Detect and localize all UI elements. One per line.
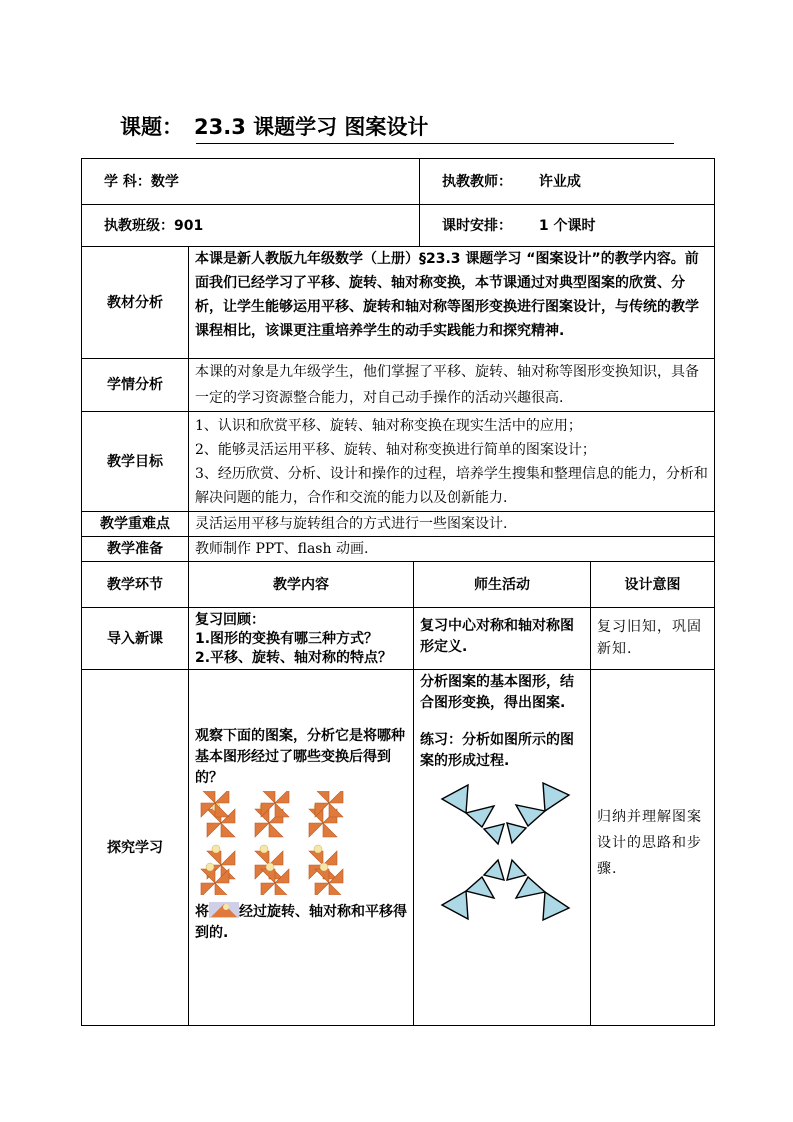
col-intent: 设计意图 — [591, 562, 715, 608]
students-row — [82, 359, 715, 412]
info-row-2 — [82, 205, 715, 247]
goals-label: 教学目标 — [82, 412, 189, 512]
intro-content — [189, 608, 414, 670]
goal-item-1: 1、认识和欣赏平移、旋转、轴对称变换在现实生活中的应用； — [195, 417, 582, 434]
intro-line-1: 复习回顾： — [195, 612, 265, 628]
explore-answer — [195, 901, 407, 944]
teacher-name: 许业成 — [538, 173, 581, 190]
material-row — [82, 247, 715, 359]
explore-row — [82, 670, 715, 1026]
subject-cell: 学 科：数学 — [82, 159, 420, 205]
explore-intent: 归纳并理解图案设计的思路和步骤. — [591, 670, 715, 1026]
explore-answer-prefix: 将 — [195, 904, 209, 920]
intro-activity: 复习中心对称和轴对称图形定义. — [414, 608, 591, 670]
page-title: 23.3 课题学习 图案设计 — [194, 115, 429, 139]
hours-cell — [420, 205, 715, 247]
explore-stage: 探究学习 — [82, 670, 189, 1026]
material-text: 本课是新人教版九年级数学（上册）§23.3 课题学习 “图案设计”的教学内容。前面我们已经学习了平移、旋转、轴对称变换，本节课通过对典型图案的欣赏、分析，让学生能够运用平移、旋转和轴对称等图形变换进行图案设计，与传统的教学课程相比，该课更注重培养学生的动手实践能力和探究精神. — [189, 247, 715, 359]
intro-intent: 复习旧知，巩固新知. — [591, 608, 715, 670]
goal-item-2: 2、能够灵活运用平移、旋转、轴对称变换进行简单的图案设计； — [195, 441, 596, 458]
intro-stage: 导入新课 — [82, 608, 189, 670]
intro-line-2: 1.图形的变换有哪三种方式？ — [195, 631, 379, 647]
explore-content — [189, 670, 414, 1026]
explore-activity — [414, 670, 591, 1026]
material-label: 教材分析 — [82, 247, 189, 359]
base-shape-icon — [209, 901, 239, 919]
pinwheel-pattern-figure — [193, 791, 403, 895]
hours-label: 课时安排： — [442, 217, 512, 234]
triangle-pattern-figure — [422, 780, 582, 926]
lesson-plan-table — [81, 158, 715, 1026]
prep-label: 教学准备 — [82, 537, 189, 562]
goals-cell — [189, 412, 715, 512]
intro-row — [82, 608, 715, 670]
title-block — [120, 112, 675, 144]
explore-answer-suffix: 经过旋转、轴对称和平移得到的. — [195, 904, 407, 941]
prep-row — [82, 537, 715, 562]
title-label: 课题： — [120, 115, 183, 139]
students-label: 学情分析 — [82, 359, 189, 412]
teacher-cell — [420, 159, 715, 205]
prep-text: 教师制作 PPT、flash 动画. — [189, 537, 715, 562]
title-underline — [196, 143, 674, 144]
intro-line-3: 2.平移、旋转、轴对称的特点？ — [195, 650, 393, 666]
info-row-1 — [82, 159, 715, 205]
explore-question: 观察下面的图案，分析它是将哪种基本图形经过了哪些变换后得到的？ — [195, 728, 405, 786]
col-activity: 师生活动 — [414, 562, 591, 608]
column-header-row — [82, 562, 715, 608]
key-label: 教学重难点 — [82, 512, 189, 537]
col-stage: 教学环节 — [82, 562, 189, 608]
explore-activity-2: 练习：分析如图所示的图案的形成过程. — [420, 732, 574, 769]
goals-row — [82, 412, 715, 512]
teacher-label: 执教教师： — [442, 173, 512, 190]
hours-value: 1 个课时 — [538, 217, 596, 234]
col-content: 教学内容 — [189, 562, 414, 608]
key-row — [82, 512, 715, 537]
class-cell: 执教班级：901 — [82, 205, 420, 247]
students-text: 本课的对象是九年级学生，他们掌握了平移、旋转、轴对称等图形变换知识，具备一定的学习资源整合能力，对自己动手操作的活动兴趣很高. — [189, 359, 715, 412]
key-text: 灵活运用平移与旋转组合的方式进行一些图案设计. — [189, 512, 715, 537]
goal-item-3: 3、经历欣赏、分析、设计和操作的过程，培养学生搜集和整理信息的能力，分析和解决问题的能力，合作和交流的能力以及创新能力. — [195, 465, 708, 506]
explore-activity-1: 分析图案的基本图形，结合图形变换，得出图案. — [420, 674, 574, 711]
